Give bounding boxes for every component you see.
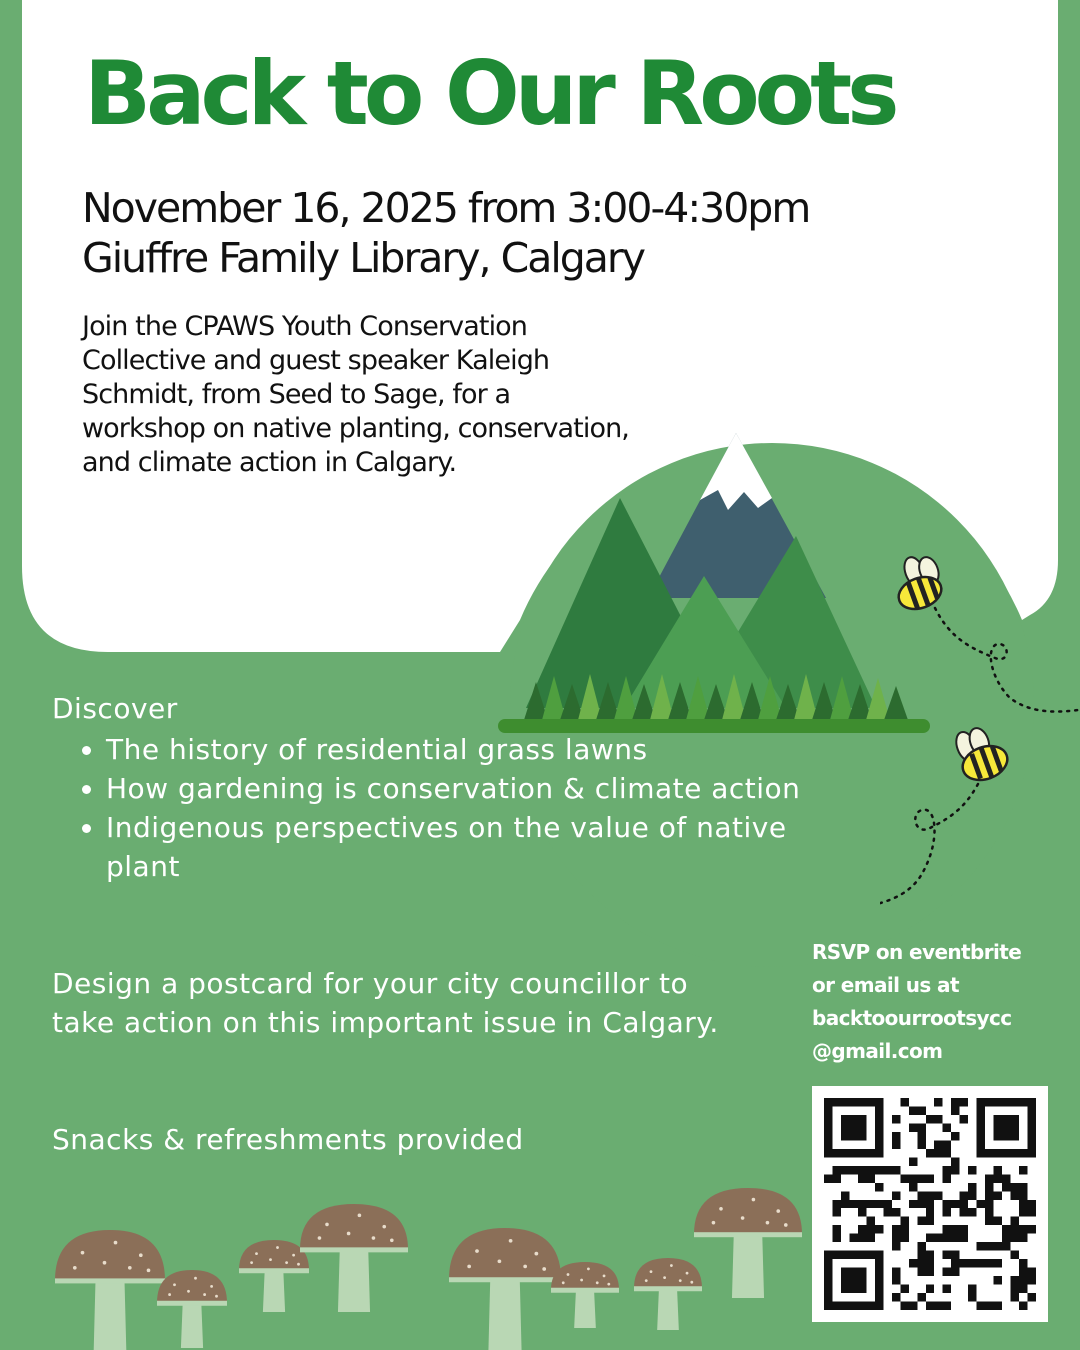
qr-code-pattern: [824, 1098, 1036, 1310]
intro-line: Schmidt, from Seed to Sage, for a: [82, 379, 511, 410]
discover-list: [52, 730, 806, 886]
bee-trail: [880, 784, 978, 908]
postcard-text: Design a postcard for your city councillor to take action on this important issue in Calgary.: [52, 967, 719, 1039]
mushroom-icon: [449, 1228, 561, 1350]
list-item: • The history of residential grass lawns: [106, 730, 806, 769]
intro-line: Join the CPAWS Youth Conservation: [82, 311, 528, 342]
bee-trail: [935, 608, 1078, 712]
mountains-illustration: [496, 428, 932, 740]
bees-illustration: [880, 548, 1080, 918]
rsvp-email[interactable]: @gmail.com: [812, 1039, 943, 1063]
rsvp-text: [812, 936, 1052, 1068]
bee-icon: [887, 550, 949, 615]
event-title: Back to Our Roots: [84, 42, 895, 145]
discover-heading: Discover: [52, 692, 178, 725]
list-item: • Indigenous perspectives on the value of native plant: [106, 808, 806, 886]
mushroom-icon: [300, 1204, 408, 1312]
intro-line: Collective and guest speaker Kaleigh: [82, 345, 550, 376]
intro-line: workshop on native planting, conservation,: [82, 413, 629, 444]
mushroom-icon: [55, 1230, 165, 1350]
qr-code[interactable]: [812, 1086, 1048, 1322]
mushrooms-illustration: [50, 1188, 810, 1350]
list-item: • How gardening is conservation & climate action: [106, 769, 806, 808]
rsvp-line: or email us at: [812, 973, 959, 997]
event-location: Giuffre Family Library, Calgary: [82, 234, 645, 282]
mushroom-icon: [157, 1270, 227, 1348]
rsvp-email[interactable]: backtoourrootsycc: [812, 1006, 1012, 1030]
mushroom-icon: [634, 1258, 702, 1330]
snacks-text: Snacks & refreshments provided: [52, 1123, 524, 1156]
rsvp-line: RSVP on eventbrite: [812, 940, 1022, 964]
mushroom-icon: [694, 1188, 802, 1298]
mushroom-icon: [551, 1262, 619, 1328]
bee-icon: [951, 720, 1012, 786]
event-date: November 16, 2025 from 3:00-4:30pm: [82, 184, 810, 232]
mushroom-icon: [239, 1240, 309, 1312]
intro-line: and climate action in Calgary.: [82, 447, 457, 478]
